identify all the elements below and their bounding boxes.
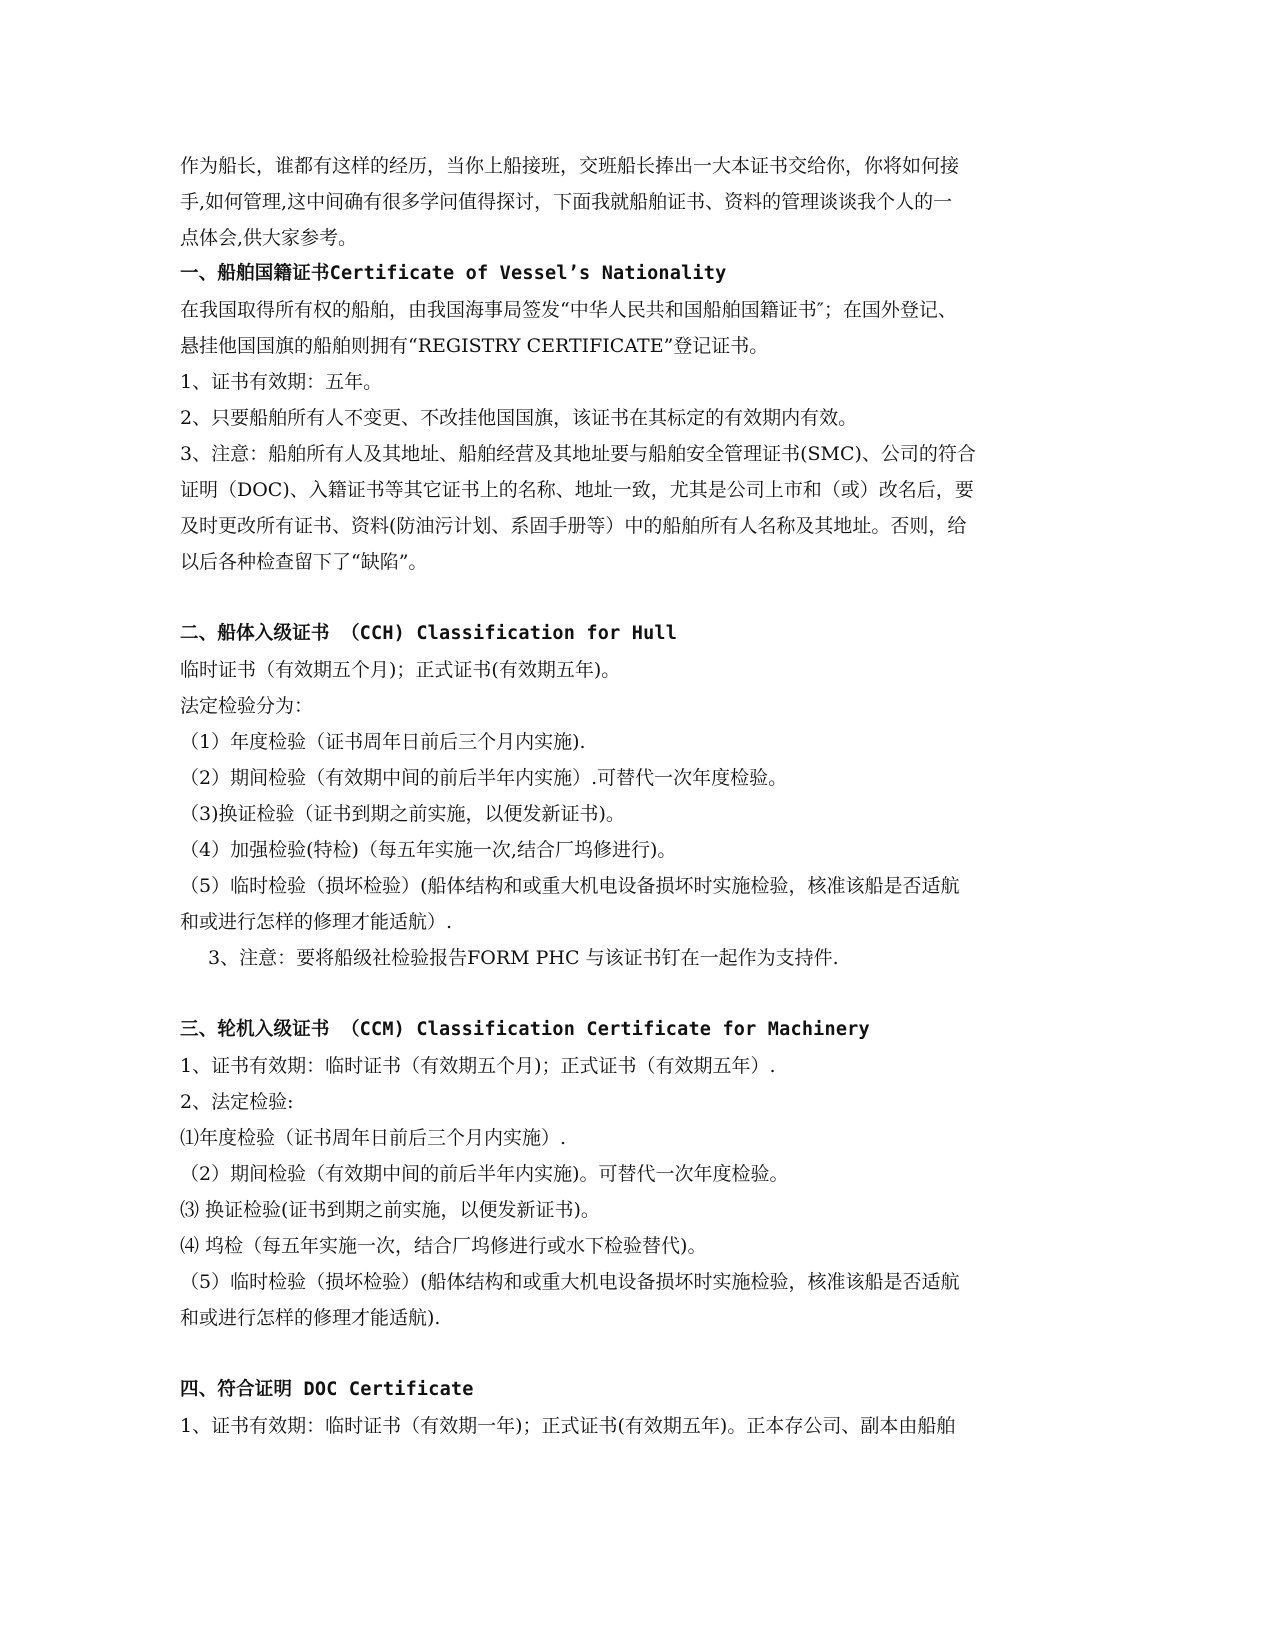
spacer: [180, 580, 1040, 616]
paragraph-line: 1、证书有效期：临时证书（有效期五个月)；正式证书（有效期五年）.: [180, 1055, 776, 1077]
paragraph-line: 在我国取得所有权的船舶，由我国海事局签发“中华人民共和国船舶国籍证书″；在国外登记、: [180, 299, 957, 321]
paragraph-line: （3)换证检验（证书到期之前实施，以便发新证书)。: [180, 803, 625, 825]
paragraph-line: （5）临时检验（损坏检验）(船体结构和或重大机电设备损坏时实施检验，核准该船是否适航: [180, 1271, 960, 1293]
document-page: [180, 148, 1040, 1444]
section-heading-nationality: 一、船舶国籍证书Certificate of Vessel’s Nationality: [180, 263, 727, 284]
paragraph-line: 2、只要船舶所有人不变更、不改挂他国国旗，该证书在其标定的有效期内有效。: [180, 407, 858, 429]
paragraph-line: 1、证书有效期：临时证书（有效期一年)；正式证书(有效期五年)。正本存公司、副本由船舶: [180, 1415, 956, 1437]
paragraph-line: 和或进行怎样的修理才能适航）.: [180, 911, 453, 933]
paragraph-line: 3、注意：船舶所有人及其地址、船舶经营及其地址要与船舶安全管理证书(SMC)、公司的符合: [180, 443, 976, 465]
paragraph-line: （1）年度检验（证书周年日前后三个月内实施).: [180, 731, 586, 753]
paragraph-line: 证明（DOC)、入籍证书等其它证书上的名称、地址一致，尤其是公司上市和（或）改名后，要: [180, 479, 974, 501]
paragraph-line: ⑴年度检验（证书周年日前后三个月内实施）.: [180, 1127, 567, 1149]
section-heading-machinery: 三、轮机入级证书 （CCM) Classification Certificate for Machinery: [180, 1019, 870, 1040]
paragraph-line: 和或进行怎样的修理才能适航).: [180, 1307, 441, 1329]
paragraph-line: 临时证书（有效期五个月)；正式证书(有效期五年)。: [180, 659, 621, 681]
paragraph-line: ⑷ 坞检（每五年实施一次，结合厂坞修进行或水下检验替代)。: [180, 1235, 707, 1257]
paragraph-line: （4）加强检验(特检)（每五年实施一次,结合厂坞修进行)。: [180, 839, 677, 861]
paragraph-line: （5）临时检验（损坏检验）(船体结构和或重大机电设备损坏时实施检验，核准该船是否适航: [180, 875, 960, 897]
spacer: [180, 1336, 1040, 1372]
intro-line-2: 手,如何管理,这中间确有很多学问值得探讨，下面我就船舶证书、资料的管理谈谈我个人的一: [180, 191, 953, 213]
intro-line-3: 点体会,供大家参考。: [180, 227, 358, 249]
paragraph-line: 及时更改所有证书、资料(防油污计划、系固手册等）中的船舶所有人名称及其地址。否则，给: [180, 515, 967, 537]
paragraph-line: （2）期间检验（有效期中间的前后半年内实施）.可替代一次年度检验。: [180, 767, 788, 789]
paragraph-line: （2）期间检验（有效期中间的前后半年内实施)。可替代一次年度检验。: [180, 1163, 789, 1185]
intro-line-1: 作为船长，谁都有这样的经历，当你上船接班，交班船长捧出一大本证书交给你，你将如何接: [180, 155, 960, 177]
spacer: [180, 976, 1040, 1012]
paragraph-line: 2、法定检验:: [180, 1091, 294, 1113]
paragraph-line: 悬挂他国国旗的船舶则拥有“REGISTRY CERTIFICATE”登记证书。: [180, 335, 769, 357]
paragraph-line: 以后各种检查留下了“缺陷”。: [180, 551, 428, 573]
section-heading-hull: 二、船体入级证书 （CCH) Classification for Hull: [180, 623, 678, 644]
section-heading-doc: 四、符合证明 DOC Certificate: [180, 1379, 474, 1400]
paragraph-line: 法定检验分为：: [180, 695, 314, 717]
paragraph-line: ⑶ 换证检验(证书到期之前实施，以便发新证书)。: [180, 1199, 600, 1221]
note-line: 3、注意：要将船级社检验报告FORM PHC 与该证书钉在一起作为支持件.: [208, 947, 839, 969]
paragraph-line: 1、证书有效期：五年。: [180, 371, 383, 393]
